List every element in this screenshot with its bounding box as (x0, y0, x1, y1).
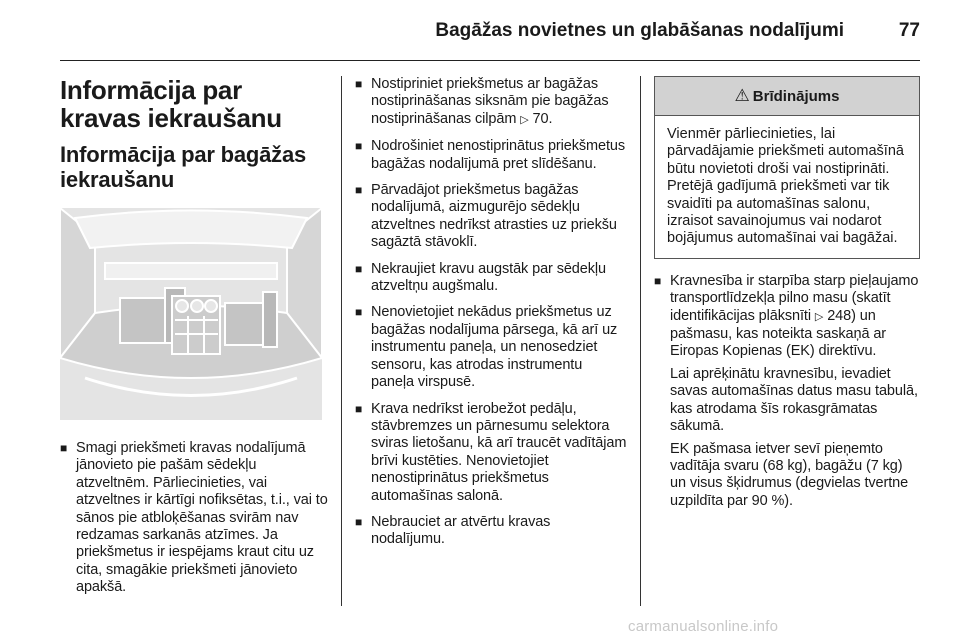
section-subheading: Informācija par bagāžas iekraušanu (60, 142, 307, 192)
list-item-text: Nostipriniet priekšmetus ar bagāžas nostiprināšanas siksnām pie bagāžas nostiprināšanas cilpām (371, 76, 609, 127)
list-item-paragraph: EK pašmasa ietver sevī pieņemto vadītāja svaru (68 kg), bagāžu (7 kg) un visus šķidrumus (degvielas tvertne uzpildīta par 90 %). (670, 440, 909, 509)
watermark: carmanualsonline.info (628, 618, 779, 635)
list-item-text: Krava nedrīkst ierobežot pedāļu, stāvbremzes un pārnesumu selektora sviras lietošanu, kā arī traucēt vadītājam brīvi kustēties. Nenovietojiet nenostiprinātus priekšmetus automašīnas salonā. (371, 400, 627, 504)
warning-text: Vienmēr pārliecinieties, lai pārvadājamie priekšmeti automašīnā būtu novietoti droši vai nostiprināti. Pretējā gadījumā priekšmeti var tik svaidīti pa automašīnas salonu, izraisot savainojumus vai nodarot bojājumus automašīnai vai bagāžai. (667, 126, 904, 247)
square-bullet-icon: ■ (355, 305, 363, 320)
warning-triangle-icon: ⚠ (734, 86, 750, 105)
trunk-illustration (60, 208, 322, 420)
square-bullet-icon: ■ (654, 273, 662, 288)
list-item (355, 138, 627, 173)
list-item (60, 440, 328, 597)
column-2 (355, 76, 627, 558)
list-item (355, 261, 627, 296)
column-3 (654, 76, 920, 519)
triangle-ref-icon: ▷ (814, 310, 824, 323)
column-divider (640, 76, 641, 606)
page-reference-link[interactable]: 248) un pašmasu, kas noteikta saskaņā ar Eiropas Kopienas (EK) direktīvu. (670, 307, 887, 360)
loading-rules-list (355, 76, 627, 549)
square-bullet-icon: ■ (355, 401, 363, 416)
list-item (654, 273, 920, 510)
warning-title: Brīdinājums (752, 87, 840, 105)
triangle-ref-icon: ▷ (520, 113, 529, 126)
list-item (355, 304, 627, 391)
square-bullet-icon: ■ (355, 139, 363, 154)
page-header (60, 0, 920, 61)
loading-tips-list (60, 440, 328, 597)
square-bullet-icon: ■ (355, 77, 363, 91)
column-divider (341, 76, 342, 606)
section-heading: Informācija par kravas iekraušanu (60, 75, 282, 133)
list-item (355, 514, 627, 549)
list-item-text: Nebrauciet ar atvērtu kravas nodalījumu. (371, 513, 551, 548)
list-item-text: Nodrošiniet nenostiprinātus priekšmetus bagāžas nodalījumā pret slīdēšanu. (371, 138, 626, 172)
list-item-text: Nekraujiet kravu augstāk par sēdekļu atzveltņu augšmalu. (371, 260, 606, 295)
list-item-text: Nenovietojiet nekādus priekšmetus uz bagāžas nodalījuma pārsega, kā arī uz instrumentu paneļa, un nenosedziet sensoru, kas atrodas instrumentu paneļa virspusē. (371, 304, 618, 391)
list-item (355, 401, 627, 505)
square-bullet-icon: ■ (60, 441, 68, 455)
list-item-paragraph: Lai aprēķinātu kravnesību, ievadiet savas automašīnas datus masu tabulā, kas atrodama šīs rokasgrāmatas sākumā. (670, 365, 918, 435)
list-item-text: Smagi priekšmeti kravas nodalījumā jānovieto pie pašām sēdekļu atzveltnēm. Pārliecinieties, vai atzveltnes ir kārtīgi nofiksētas, t.i., vai to sānos pie atbloķēšanas svirām nav redzamas sarkanās atzīmes. Ja priekšmetus ir iespējams kraut citu uz cita, smagākie priekšmeti jānovieto apakšā. (76, 440, 328, 596)
square-bullet-icon: ■ (355, 514, 363, 529)
trunk-illustration-svg (60, 208, 322, 420)
page-number: 77 (898, 20, 920, 41)
list-item (355, 76, 627, 129)
header-title: Bagāžas novietnes un glabāšanas nodalījumi (435, 20, 844, 41)
warning-header (655, 77, 919, 116)
list-item (355, 182, 627, 252)
payload-list (654, 273, 920, 510)
square-bullet-icon: ■ (355, 261, 363, 276)
list-item-text: Pārvadājot priekšmetus bagāžas nodalījumā, aizmugurējo sēdekļu atzveltnes nedrīkst atrasties uz priekšu sagāztā stāvoklī. (371, 182, 617, 251)
list-item-text: Kravnesība ir starpība starp pieļaujamo transportlīdzekļa pilno masu (skatīt identifikācijas plāksnīti (670, 272, 919, 324)
warning-box (654, 76, 920, 259)
square-bullet-icon: ■ (355, 183, 363, 198)
column-1 (60, 76, 328, 606)
page-reference-link[interactable]: 70. (532, 110, 553, 127)
